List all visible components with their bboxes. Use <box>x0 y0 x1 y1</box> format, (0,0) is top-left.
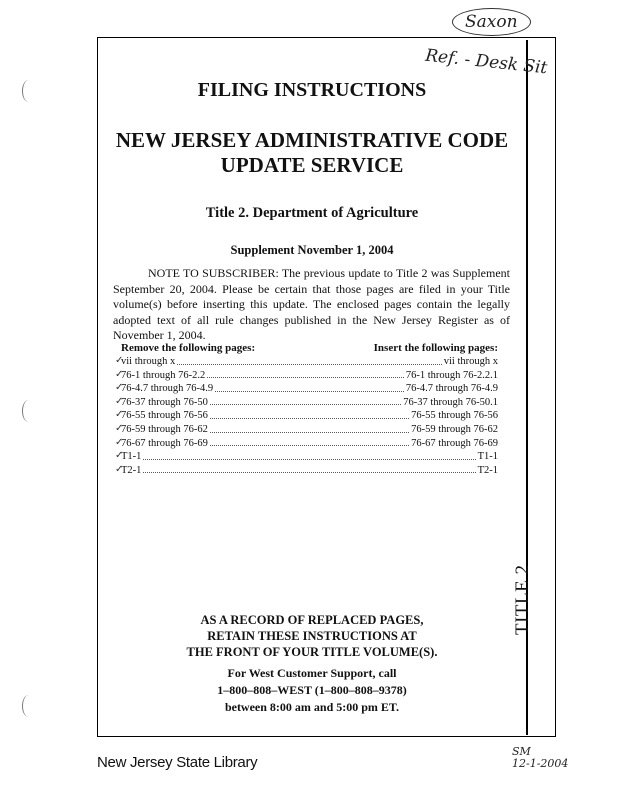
table-row <box>121 450 498 464</box>
code-title-line-2: UPDATE SERVICE <box>220 153 404 177</box>
leader-dots <box>207 369 404 379</box>
check-mark-icon: ✓ <box>115 368 124 380</box>
remove-pages: T1-1 <box>121 451 142 463</box>
remove-pages: 76-1 through 76-2.2 <box>121 369 206 381</box>
remove-header: Remove the following pages: <box>121 342 256 354</box>
insert-header: Insert the following pages: <box>373 342 498 354</box>
record-line: THE FRONT OF YOUR TITLE VOLUME(S). <box>186 645 438 659</box>
table-row <box>121 369 498 383</box>
leader-dots <box>210 409 409 419</box>
handwritten-note: Ref. - Desk Sit <box>424 45 549 79</box>
title-department: Title 2. Department of Agriculture <box>205 205 419 221</box>
leader-dots <box>215 382 404 392</box>
handwritten-initials-text: SM <box>512 745 531 758</box>
insert-pages: vii through x <box>443 356 498 367</box>
handwritten-initials <box>512 746 568 770</box>
record-instructions <box>97 612 527 660</box>
check-mark-icon: ✓ <box>115 395 124 407</box>
check-mark-icon: ✓ <box>115 463 124 475</box>
leader-dots <box>143 464 475 474</box>
supplement-date: Supplement November 1, 2004 <box>230 243 394 257</box>
table-row <box>121 423 498 437</box>
remove-pages: vii through x <box>121 356 176 367</box>
punch-hole <box>22 400 35 422</box>
insert-pages: 76-37 through 76-50.1 <box>403 396 498 408</box>
remove-pages: 76-59 through 76-62 <box>121 423 208 435</box>
subscriber-note: NOTE TO SUBSCRIBER: The previous update to Title 2 was Supplement September 20, 2004. Please be certain that those pages are filed in your Title volume(s) before inserting this update. The enclosed pages contain the legally adopted text of all rule changes published in the New Jersey Register as of November 1, 2004. <box>113 266 510 342</box>
support-phone: 1–800–808–WEST (1–800–808–9378) <box>217 683 407 697</box>
handwritten-date: 12-1-2004 <box>512 757 569 770</box>
record-line: AS A RECORD OF REPLACED PAGES, <box>200 613 424 627</box>
remove-pages: T2-1 <box>121 464 142 476</box>
punch-hole <box>22 695 35 717</box>
insert-pages: 76-67 through 76-69 <box>411 437 498 449</box>
table-row <box>121 355 498 369</box>
side-tab-label: TITLE 2 <box>512 564 533 635</box>
handwritten-name: Saxon <box>452 8 531 36</box>
check-mark-icon: ✓ <box>115 450 124 462</box>
page-table <box>121 355 498 477</box>
code-title-line-1: NEW JERSEY ADMINISTRATIVE CODE <box>115 128 509 152</box>
remove-pages: 76-4.7 through 76-4.9 <box>121 383 214 395</box>
support-hours: between 8:00 am and 5:00 pm ET. <box>224 700 400 714</box>
leader-dots <box>210 423 409 433</box>
page-title: FILING INSTRUCTIONS <box>197 79 427 101</box>
insert-pages: T1-1 <box>477 451 498 463</box>
insert-pages: T2-1 <box>477 464 498 476</box>
check-mark-icon: ✓ <box>115 436 124 448</box>
leader-dots <box>177 355 442 365</box>
check-mark-icon: ✓ <box>115 409 124 421</box>
table-header <box>121 342 498 354</box>
support-line: For West Customer Support, call <box>227 666 397 680</box>
remove-pages: 76-55 through 76-56 <box>121 410 208 422</box>
leader-dots <box>143 450 475 460</box>
check-mark-icon: ✓ <box>115 423 124 434</box>
insert-pages: 76-55 through 76-56 <box>411 410 498 422</box>
leader-dots <box>210 437 409 447</box>
table-row <box>121 409 498 423</box>
check-mark-icon: ✓ <box>115 382 124 394</box>
remove-pages: 76-67 through 76-69 <box>121 437 208 449</box>
punch-hole <box>22 80 35 102</box>
customer-support <box>97 665 527 716</box>
library-stamp: New Jersey State Library <box>97 754 258 771</box>
check-mark-icon: ✓ <box>115 355 124 366</box>
table-row <box>121 382 498 396</box>
leader-dots <box>210 396 401 406</box>
insert-pages: 76-59 through 76-62 <box>411 423 498 435</box>
remove-pages: 76-37 through 76-50 <box>121 396 208 408</box>
table-row <box>121 437 498 451</box>
insert-pages: 76-1 through 76-2.2.1 <box>405 369 498 381</box>
record-line: RETAIN THESE INSTRUCTIONS AT <box>207 629 417 643</box>
insert-pages: 76-4.7 through 76-4.9 <box>405 383 498 395</box>
table-row <box>121 396 498 410</box>
table-row <box>121 464 498 478</box>
